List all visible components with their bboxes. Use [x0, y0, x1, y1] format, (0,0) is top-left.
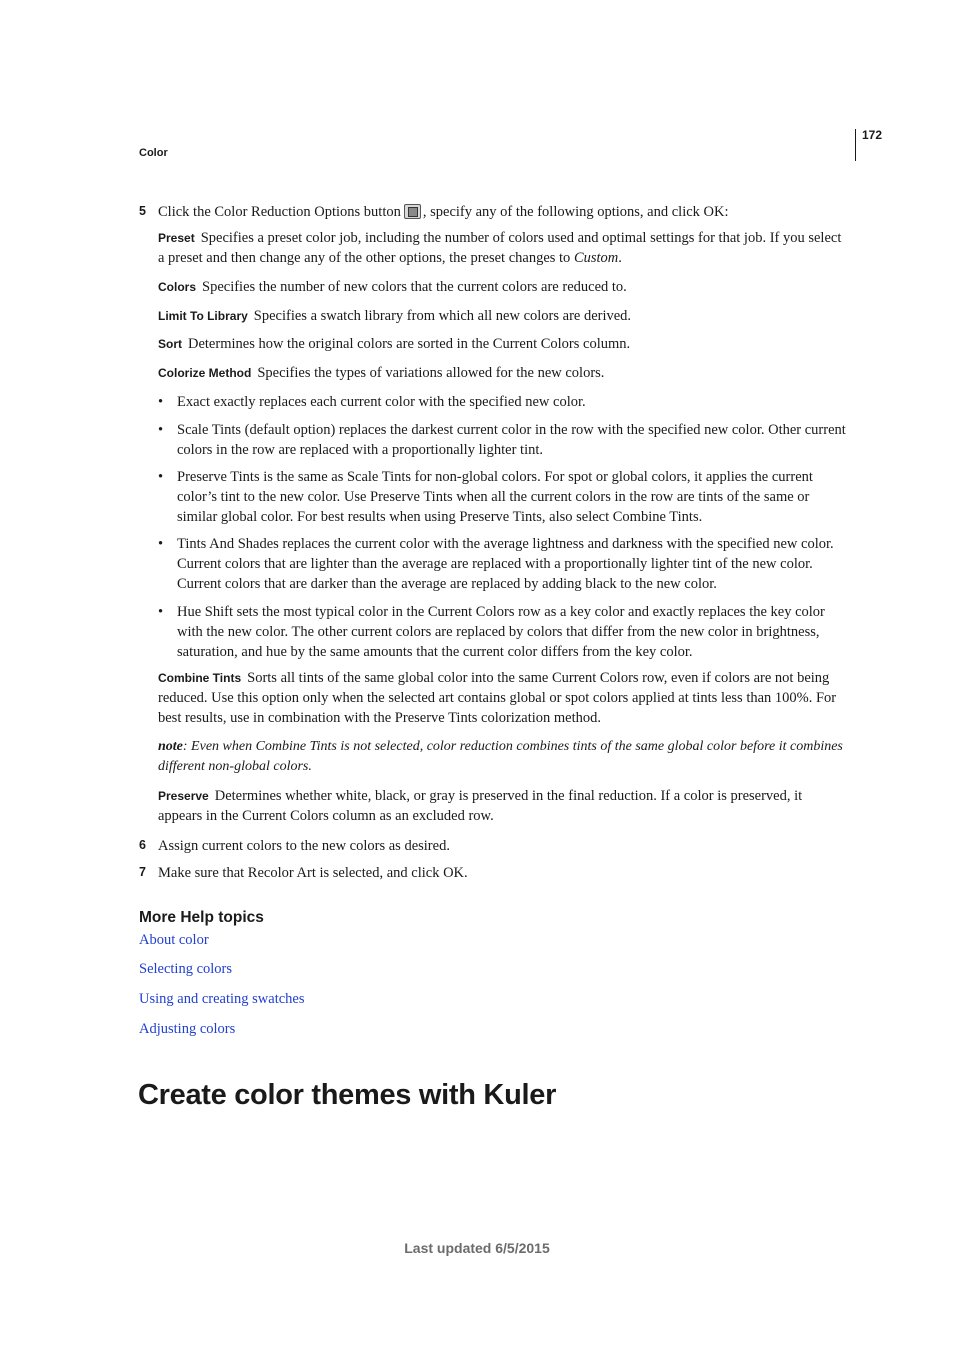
option-description: Specifies the number of new colors that the current colors are reduced to. — [202, 279, 627, 295]
note — [158, 737, 850, 777]
link-about-color[interactable]: About color — [139, 932, 209, 948]
option-description: Determines whether white, black, or gray is preserved in the final reduction. If a color is preserved, it appears in the Current Colors column as an excluded row. — [158, 788, 803, 824]
list-item: Tints And Shades replaces the current color with the average lightness and darkness with the specified new color. Current colors that are lighter than the average are replaced with a proportionally lighter tint of the new color. Current colors that are darker than the average are replaced by adding black to the new color. — [177, 536, 834, 592]
link-adjusting-colors[interactable]: Adjusting colors — [139, 1021, 236, 1037]
note-label: note — [158, 739, 183, 754]
option-term: Sort — [158, 337, 182, 351]
list-item: Scale Tints (default option) replaces the darkest current color in the row with the specified new color. Other current colors in the row are replaced with a proportionally lighter tint. — [177, 422, 846, 458]
more-help-topics-title: More Help topics — [139, 909, 264, 926]
option-preserve — [158, 786, 850, 826]
color-reduction-options-icon — [404, 204, 421, 219]
list-item: Hue Shift sets the most typical color in the Current Colors row as a key color and exactly replaces the key color with the new color. The other current colors are replaced by colors that differ from the new color in brightness, saturation, and hue by the same amounts that the current color differs from the key color. — [177, 604, 825, 660]
option-description: Determines how the original colors are sorted in the Current Colors column. — [188, 336, 631, 352]
option-colors — [158, 277, 850, 297]
bullet-marker: • — [158, 394, 164, 410]
footer-last-updated: Last updated 6/5/2015 — [404, 1240, 550, 1256]
list-item: Exact exactly replaces each current color with the specified new color. — [177, 394, 586, 410]
link-using-and-creating-swatches[interactable]: Using and creating swatches — [139, 991, 305, 1007]
step-number-6: 6 — [139, 838, 146, 852]
option-sort — [158, 334, 850, 354]
option-term: Preserve — [158, 789, 209, 803]
option-term: Colors — [158, 280, 197, 294]
section-heading: Create color themes with Kuler — [138, 1079, 557, 1111]
option-description: Specifies a preset color job, including the number of colors used and optimal settings for that job. If you select a preset and then change any of the other options, the preset changes to — [158, 230, 842, 266]
step-number-7: 7 — [139, 865, 146, 879]
header-divider — [855, 129, 856, 161]
list-item: Preserve Tints is the same as Scale Tints for non-global colors. For spot or global colors, it applies the current color’s tint to the new color. Use Preserve Tints when all the current colors in the row are tints of the same or similar global color. For best results when using Preserve Tints, also select Combine Tints. — [177, 469, 813, 525]
step-5-text-after: , specify any of the following options, and click OK: — [422, 204, 729, 220]
option-term: Preset — [158, 231, 195, 245]
option-preset — [158, 228, 850, 268]
option-term: Limit To Library — [158, 309, 248, 323]
bullet-marker: • — [158, 422, 164, 438]
option-combine-tints — [158, 668, 850, 728]
option-description: Specifies the types of variations allowed for the new colors. — [257, 365, 605, 381]
option-colorize-method — [158, 363, 850, 383]
bullet-marker: • — [158, 536, 164, 552]
option-italic-value: Custom — [573, 250, 619, 266]
option-description: Sorts all tints of the same global color into the same Current Colors row, even if colors are not being reduced. Use this option only when the selected art contains global or spot colors applied at tints less than 100%. For best results, use in combination with the Preserve Tints colorization method. — [158, 670, 837, 726]
step-5-text-before: Click the Color Reduction Options button — [158, 204, 401, 220]
page-number: 172 — [862, 128, 883, 142]
step-number-5: 5 — [139, 204, 146, 218]
option-term: Combine Tints — [158, 671, 242, 685]
option-limit-to-library — [158, 306, 850, 326]
step-6-text: Assign current colors to the new colors as desired. — [158, 838, 450, 854]
option-description: Specifies a swatch library from which all new colors are derived. — [253, 308, 632, 324]
bullet-marker: • — [158, 469, 164, 485]
option-end: . — [618, 250, 622, 266]
bullet-marker: • — [158, 604, 164, 620]
step-5-text — [158, 202, 850, 222]
section-title: Color — [139, 147, 168, 159]
option-term: Colorize Method — [158, 366, 252, 380]
link-selecting-colors[interactable]: Selecting colors — [139, 961, 233, 977]
note-text: : Even when Combine Tints is not selected, color reduction combines tints of the same global color before it combines different non-global colors. — [158, 739, 843, 774]
step-7-text: Make sure that Recolor Art is selected, and click OK. — [158, 865, 468, 881]
